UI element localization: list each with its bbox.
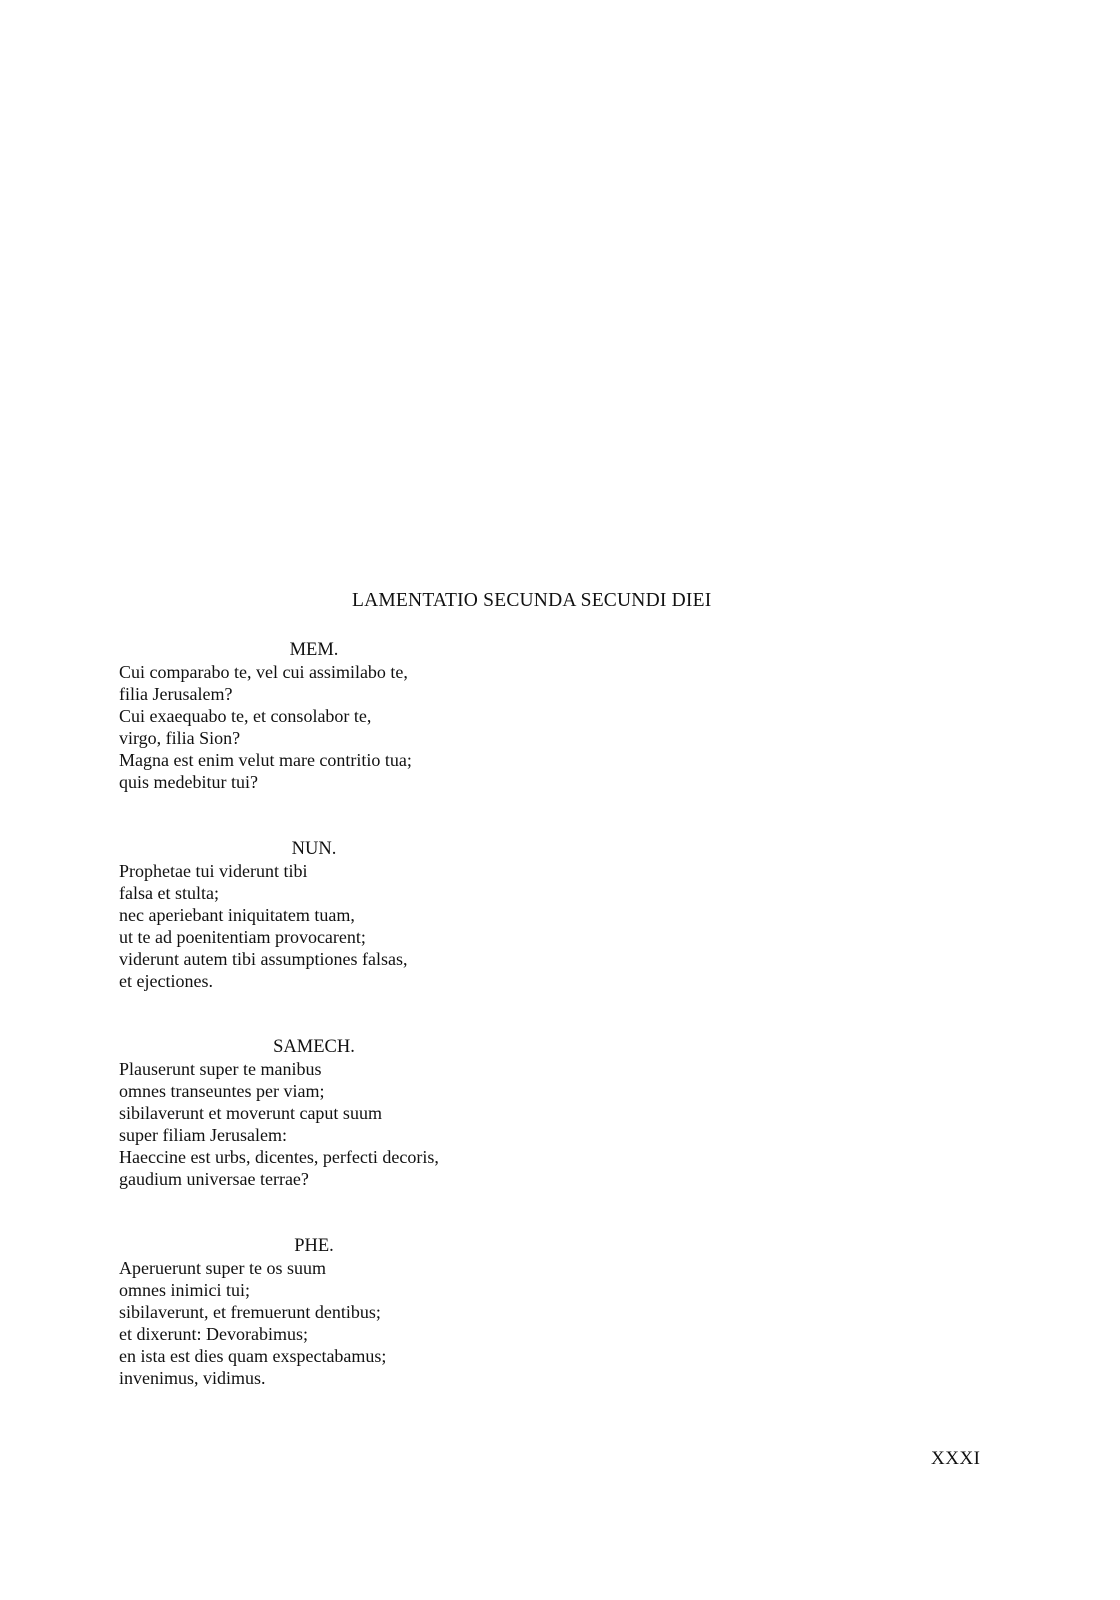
verse-line: Prophetae tui viderunt tibi [119, 861, 308, 881]
verse-line: nec aperiebant iniquitatem tuam, [119, 905, 355, 925]
stanza-lines [119, 1257, 386, 1389]
verse-line: ut te ad poenitentiam provocarent; [119, 927, 366, 947]
verse-line: gaudium universae terrae? [119, 1169, 309, 1189]
stanza-heading: SAMECH. [273, 1037, 355, 1057]
verse-line: Cui comparabo te, vel cui assimilabo te, [119, 662, 408, 682]
verse-line: falsa et stulta; [119, 883, 219, 903]
verse-line: super filiam Jerusalem: [119, 1125, 287, 1145]
verse-line: quis medebitur tui? [119, 772, 258, 792]
verse-line: omnes transeuntes per viam; [119, 1081, 325, 1101]
verse-line: Haeccine est urbs, dicentes, perfecti decoris, [119, 1147, 439, 1167]
verse-line: virgo, filia Sion? [119, 728, 241, 748]
verse-line: Cui exaequabo te, et consolabor te, [119, 706, 372, 726]
verse-line: Aperuerunt super te os suum [119, 1258, 326, 1278]
verse-line: en ista est dies quam exspectabamus; [119, 1346, 387, 1366]
stanza-heading: PHE. [294, 1236, 334, 1256]
verse-line: Plauserunt super te manibus [119, 1059, 322, 1079]
stanza-lines [119, 661, 412, 793]
stanza-heading: MEM. [289, 640, 339, 660]
verse-line: omnes inimici tui; [119, 1280, 250, 1300]
verse-line: invenimus, vidimus. [119, 1368, 266, 1388]
verse-line: sibilaverunt, et fremuerunt dentibus; [119, 1302, 381, 1322]
page-number: XXXI [931, 1448, 981, 1469]
stanza-lines [119, 860, 407, 992]
stanza-lines [119, 1058, 439, 1190]
verse-line: viderunt autem tibi assumptiones falsas, [119, 949, 408, 969]
verse-line: Magna est enim velut mare contritio tua; [119, 750, 412, 770]
verse-line: sibilaverunt et moverunt caput suum [119, 1103, 382, 1123]
verse-line: et dixerunt: Devorabimus; [119, 1324, 308, 1344]
stanza-heading: NUN. [291, 839, 337, 859]
verse-line: et ejectiones. [119, 971, 213, 991]
page-title: LAMENTATIO SECUNDA SECUNDI DIEI [352, 590, 712, 611]
verse-line: filia Jerusalem? [119, 684, 233, 704]
